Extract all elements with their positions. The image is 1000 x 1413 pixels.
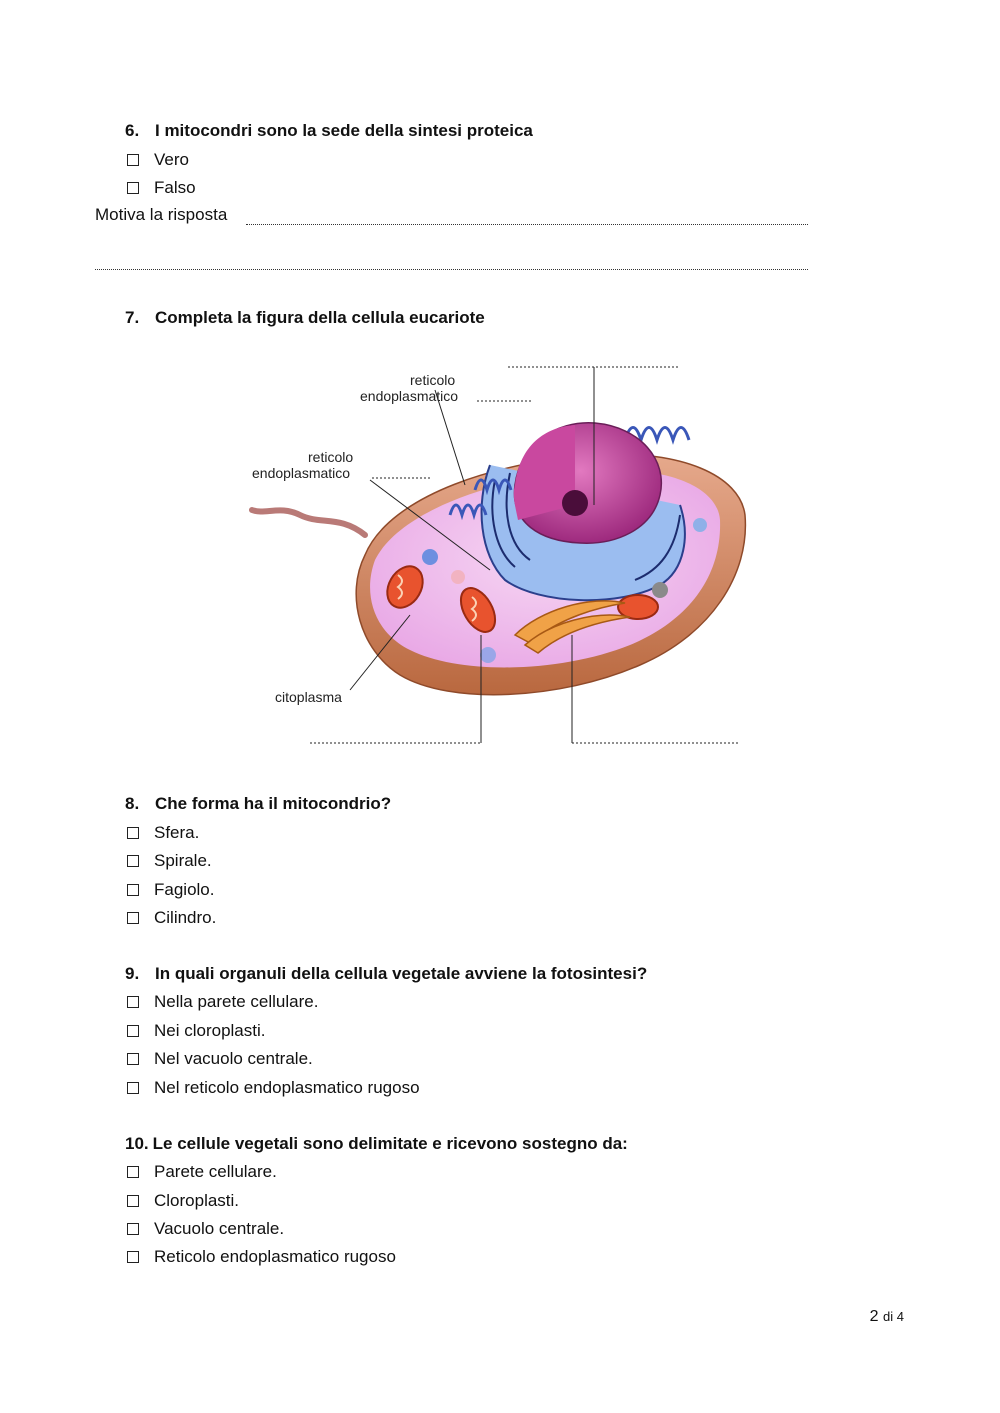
page-number xyxy=(870,1308,904,1326)
checkbox-icon[interactable] xyxy=(127,1223,139,1235)
checkbox-icon[interactable] xyxy=(127,1166,139,1178)
answer-line-2[interactable] xyxy=(95,269,808,270)
question-10-title xyxy=(125,1134,628,1154)
option-label: Falso xyxy=(154,178,196,197)
page-current: 2 xyxy=(869,1308,879,1325)
label-rer-top-1: reticolo xyxy=(410,372,456,388)
q8-option-2[interactable] xyxy=(127,851,212,871)
checkbox-icon[interactable] xyxy=(127,884,139,896)
eukaryotic-cell-figure xyxy=(240,345,760,765)
question-text: I mitocondri sono la sede della sintesi proteica xyxy=(155,121,533,140)
q9-option-1[interactable] xyxy=(127,992,318,1012)
question-number: 8. xyxy=(125,794,140,813)
question-number: 6. xyxy=(125,121,140,140)
label-rer-top-2: endoplasmatico xyxy=(360,388,459,404)
checkbox-icon[interactable] xyxy=(127,1251,139,1263)
checkbox-icon[interactable] xyxy=(127,1082,139,1094)
option-label: Spirale. xyxy=(154,851,212,870)
q10-option-3[interactable] xyxy=(127,1219,284,1239)
checkbox-icon[interactable] xyxy=(127,912,139,924)
option-label: Sfera. xyxy=(154,823,200,842)
answer-line-1[interactable] xyxy=(246,224,808,225)
question-text: Completa la figura della cellula eucariote xyxy=(155,308,485,327)
page-total: di 4 xyxy=(883,1309,904,1324)
question-number: 7. xyxy=(125,308,140,327)
q9-option-3[interactable] xyxy=(127,1049,313,1069)
option-label: Fagiolo. xyxy=(154,880,215,899)
question-number: 10. xyxy=(125,1134,149,1153)
option-label: Parete cellulare. xyxy=(154,1162,277,1181)
question-text: Che forma ha il mitocondrio? xyxy=(155,794,392,813)
option-label: Cilindro. xyxy=(154,908,217,927)
option-label: Vacuolo centrale. xyxy=(154,1219,285,1238)
label-rer-left-1: reticolo xyxy=(308,449,354,465)
checkbox-icon[interactable] xyxy=(127,1025,139,1037)
q6-option-vero[interactable] xyxy=(127,150,189,170)
label-cytoplasm: citoplasma xyxy=(275,689,342,705)
checkbox-icon[interactable] xyxy=(127,1053,139,1065)
option-label: Nella parete cellulare. xyxy=(154,992,319,1011)
option-label: Vero xyxy=(154,150,189,169)
q10-option-4[interactable] xyxy=(127,1247,396,1267)
checkbox-icon[interactable] xyxy=(127,996,139,1008)
option-label: Nel reticolo endoplasmatico rugoso xyxy=(154,1078,420,1097)
q9-option-4[interactable] xyxy=(127,1078,420,1098)
option-label: Cloroplasti. xyxy=(154,1191,240,1210)
q10-option-1[interactable] xyxy=(127,1162,277,1182)
question-7-title xyxy=(125,308,485,328)
q8-option-1[interactable] xyxy=(127,823,199,843)
option-label: Nel vacuolo centrale. xyxy=(154,1049,313,1068)
question-text: In quali organuli della cellula vegetale avviene la fotosintesi? xyxy=(155,964,648,983)
checkbox-icon[interactable] xyxy=(127,182,139,194)
checkbox-icon[interactable] xyxy=(127,855,139,867)
motiva-label: Motiva la risposta xyxy=(95,205,228,224)
checkbox-icon[interactable] xyxy=(127,154,139,166)
q10-option-2[interactable] xyxy=(127,1191,239,1211)
question-text: Le cellule vegetali sono delimitate e ricevono sostegno da: xyxy=(152,1134,628,1153)
checkbox-icon[interactable] xyxy=(127,1195,139,1207)
q8-option-4[interactable] xyxy=(127,908,216,928)
label-rer-left-2: endoplasmatico xyxy=(252,465,351,481)
question-number: 9. xyxy=(125,964,140,983)
question-8-title xyxy=(125,794,391,814)
question-6-title xyxy=(125,121,533,141)
option-label: Reticolo endoplasmatico rugoso xyxy=(154,1247,396,1266)
q8-option-3[interactable] xyxy=(127,880,214,900)
checkbox-icon[interactable] xyxy=(127,827,139,839)
question-9-title xyxy=(125,964,647,984)
q9-option-2[interactable] xyxy=(127,1021,266,1041)
option-label: Nei cloroplasti. xyxy=(154,1021,266,1040)
q6-option-falso[interactable] xyxy=(127,178,196,198)
